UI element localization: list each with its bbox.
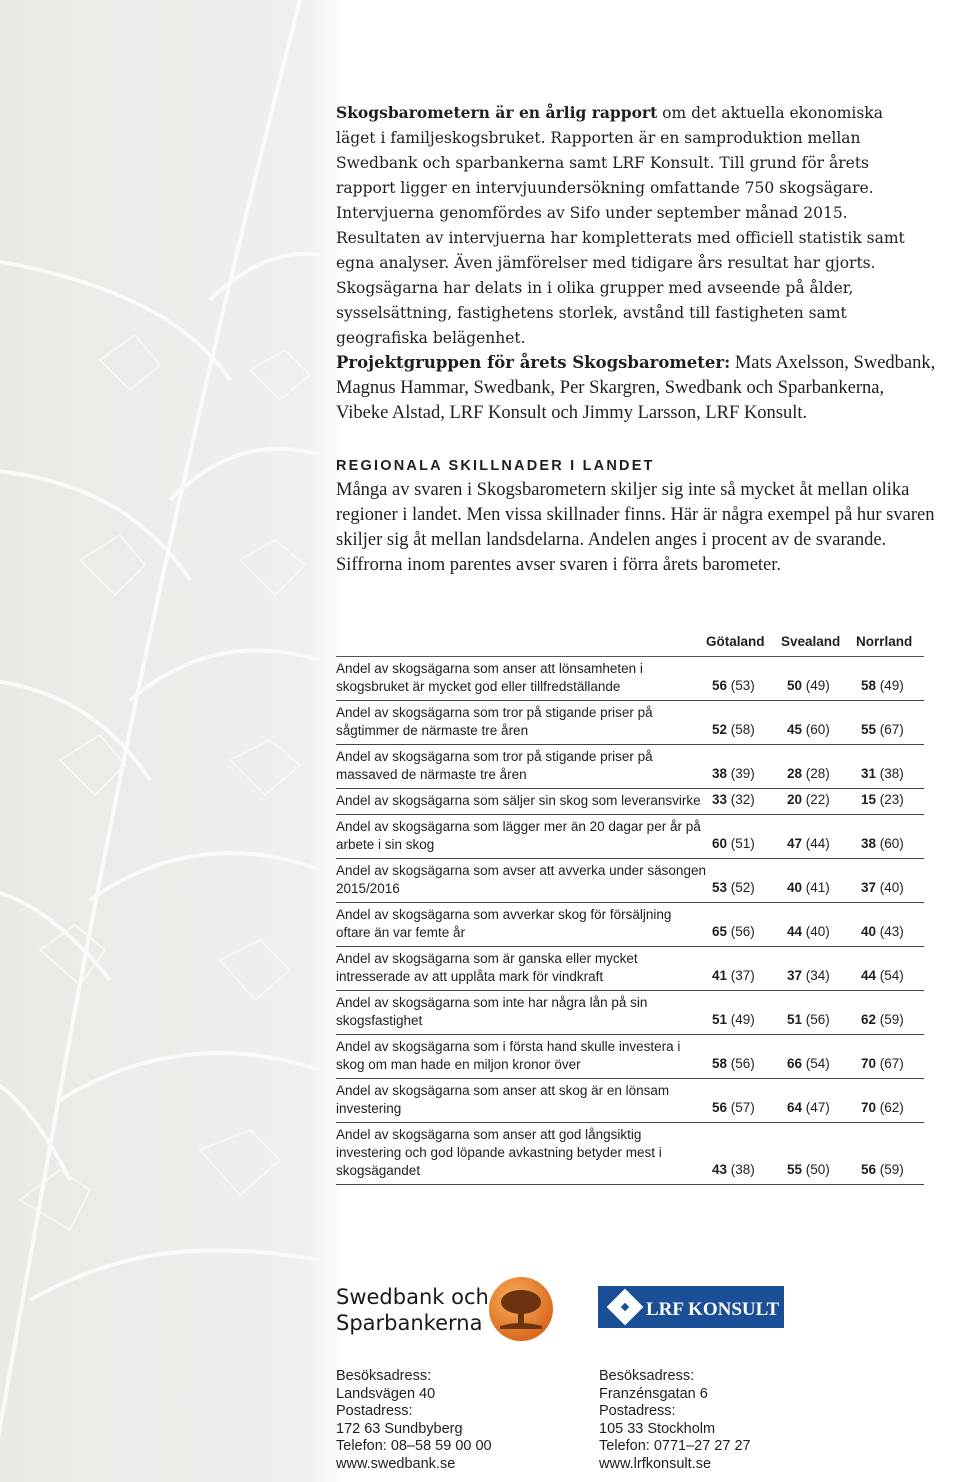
value-cell [712,967,755,985]
row-label: Andel av skogsägarna som inte har några lån på sin skogsfastighet [336,995,648,1028]
previous-year-value: (49) [805,678,830,693]
previous-year-value: (49) [730,1012,755,1027]
table-row [336,701,924,745]
table-body [336,657,924,1185]
current-value: 44 [861,968,877,983]
previous-year-value: (38) [879,766,904,781]
current-value: 37 [861,880,877,895]
current-value: 40 [787,880,803,895]
current-value: 41 [712,968,728,983]
previous-year-value: (56) [730,1056,755,1071]
value-cell [787,1011,830,1029]
previous-year-value: (37) [730,968,755,983]
row-label: Andel av skogsägarna som avser att avverka under säsongen 2015/2016 [336,863,706,896]
previous-year-value: (67) [879,722,904,737]
value-cell [861,923,904,941]
table-row [336,745,924,789]
current-value: 64 [787,1100,803,1115]
value-cell [787,967,830,985]
regional-heading: REGIONALA SKILLNADER I LANDET [336,458,655,474]
row-label: Andel av skogsägarna som tror på stigande priser på sågtimmer de närmaste tre åren [336,705,653,738]
current-value: 55 [787,1162,803,1177]
current-value: 31 [861,766,877,781]
row-label: Andel av skogsägarna som anser att god långsiktig investering och god löpande avkastning betyder mest i skogsägandet [336,1127,662,1178]
value-cell [787,677,830,695]
lrf-logo-text: LRF KONSULT [646,1299,780,1320]
value-cell [861,967,904,985]
column-header-svealand: Svealand [781,634,841,649]
current-value: 20 [787,792,803,807]
previous-year-value: (49) [879,678,904,693]
previous-year-value: (40) [879,880,904,895]
value-cell [861,721,904,739]
row-label: Andel av skogsägarna som avverkar skog för försäljning oftare än var femte år [336,907,672,940]
row-label: Andel av skogsägarna som lägger mer än 20 dagar per år på arbete i sin skog [336,819,701,852]
table-row [336,947,924,991]
current-value: 70 [861,1100,877,1115]
value-cell [861,1099,904,1117]
current-value: 53 [712,880,728,895]
table-header [336,630,924,657]
previous-year-value: (56) [805,1012,830,1027]
value-cell [787,1099,830,1117]
value-cell [861,765,904,783]
previous-year-value: (56) [730,924,755,939]
address-label: Postadress: [336,1403,413,1420]
current-value: 51 [712,1012,728,1027]
current-value: 70 [861,1056,877,1071]
value-cell [861,1161,904,1179]
table-row [336,789,924,815]
swedbank-oak-icon [488,1276,554,1342]
previous-year-value: (38) [730,1162,755,1177]
current-value: 51 [787,1012,803,1027]
regional-table [336,630,924,1185]
current-value: 28 [787,766,803,781]
value-cell [712,1099,755,1117]
previous-year-value: (50) [805,1162,830,1177]
previous-year-value: (60) [879,836,904,851]
current-value: 58 [861,678,877,693]
current-value: 58 [712,1056,728,1071]
lrf-konsult-address [599,1368,751,1474]
current-value: 40 [861,924,877,939]
table-row [336,1035,924,1079]
swedbank-logo-line1: Swedbank och [336,1285,489,1309]
value-cell [861,1055,904,1073]
value-cell [787,791,830,809]
current-value: 15 [861,792,877,807]
project-bold-lead: Projektgruppen för årets Skogsbarometer: [336,353,731,372]
previous-year-value: (41) [805,880,830,895]
value-cell [861,791,904,809]
intro-paragraph [336,100,926,351]
table-row [336,1123,924,1185]
current-value: 65 [712,924,728,939]
current-value: 62 [861,1012,877,1027]
column-header-norrland: Norrland [856,634,913,649]
address-street: Franzénsgatan 6 [599,1385,708,1402]
previous-year-value: (47) [805,1100,830,1115]
previous-year-value: (34) [805,968,830,983]
row-label: Andel av skogsägarna som säljer sin skog som leveransvirke [336,793,701,808]
current-value: 44 [787,924,803,939]
table-row [336,1079,924,1123]
address-label: Besöksadress: [599,1368,695,1384]
value-cell [712,1055,755,1073]
address-postal: 105 33 Stockholm [599,1420,716,1437]
value-cell [787,1055,830,1073]
previous-year-value: (40) [805,924,830,939]
value-cell [712,765,755,783]
previous-year-value: (51) [730,836,755,851]
value-cell [712,721,755,739]
value-cell [712,1161,755,1179]
value-cell [712,923,755,941]
intro-text: om det aktuella ekonomiska läget i familjeskogsbruket. Rapporten är en samproduktion mellan Swedbank och sparbankerna samt LRF Konsult. Till grund för årets rapport ligger en intervjuundersökning omfattande 750 skogsägare. Intervjuerna genomfördes av Sifo under september månad 2015. Resultaten av intervjuerna har kompletterats med officiell statistik samt egna analyser. Även jämförelser med tidigare års resultat har gjorts. Skogsägarna har delats in i olika grupper med avseende på ålder, sysselsättning, fastighetens storlek, avstånd till fastigheten samt geografiska belägenhet. [336,104,905,347]
current-value: 38 [861,836,877,851]
intro-bold-lead: Skogsbarometern är en årlig rapport [336,103,658,122]
swedbank-address [336,1368,492,1474]
value-cell [712,791,755,809]
previous-year-value: (62) [879,1100,904,1115]
current-value: 45 [787,722,803,737]
value-cell [787,765,830,783]
table-row [336,991,924,1035]
address-label: Besöksadress: [336,1368,432,1384]
row-label: Andel av skogsägarna som i första hand skulle investera i skog om man hade en miljon kronor över [336,1039,681,1072]
value-cell [712,1011,755,1029]
previous-year-value: (54) [805,1056,830,1071]
project-group-paragraph [336,350,936,426]
address-phone: Telefon: 0771–27 27 27 [599,1438,751,1455]
table-row [336,903,924,947]
table-row [336,657,924,701]
previous-year-value: (22) [805,792,830,807]
previous-year-value: (67) [879,1056,904,1071]
value-cell [861,677,904,695]
current-value: 60 [712,836,728,851]
current-value: 37 [787,968,803,983]
column-header-gotaland: Götaland [706,634,765,649]
previous-year-value: (44) [805,836,830,851]
current-value: 47 [787,836,803,851]
value-cell [787,1161,830,1179]
current-value: 38 [712,766,728,781]
previous-year-value: (32) [730,792,755,807]
previous-year-value: (59) [879,1012,904,1027]
address-label: Postadress: [599,1403,676,1420]
swedbank-logo-line2: Sparbankerna [336,1311,483,1335]
value-cell [787,721,830,739]
previous-year-value: (52) [730,880,755,895]
current-value: 66 [787,1056,803,1071]
value-cell [787,879,830,897]
value-cell [787,923,830,941]
address-website-link[interactable]: www.lrfkonsult.se [599,1455,712,1472]
value-cell [787,835,830,853]
value-cell [861,1011,904,1029]
value-cell [861,879,904,897]
row-label: Andel av skogsägarna som tror på stigande priser på massaved de närmaste tre åren [336,749,653,782]
value-cell [712,835,755,853]
value-cell [861,835,904,853]
address-phone: Telefon: 08–58 59 00 00 [336,1438,492,1455]
table-row [336,859,924,903]
row-label: Andel av skogsägarna som är ganska eller mycket intresserade av att upplåta mark för vindkraft [336,951,638,984]
table-row [336,815,924,859]
current-value: 33 [712,792,728,807]
current-value: 52 [712,722,728,737]
current-value: 56 [712,1100,728,1115]
previous-year-value: (53) [730,678,755,693]
address-street: Landsvägen 40 [336,1385,436,1402]
current-value: 56 [712,678,728,693]
row-label: Andel av skogsägarna som anser att lönsamheten i skogsbruket är mycket god eller tillfredställande [336,661,643,694]
previous-year-value: (28) [805,766,830,781]
address-website-link[interactable]: www.swedbank.se [336,1455,456,1472]
previous-year-value: (23) [879,792,904,807]
row-label: Andel av skogsägarna som anser att skog är en lönsam investering [336,1083,670,1116]
swedbank-sparbankerna-logo [336,1284,489,1336]
current-value: 55 [861,722,877,737]
previous-year-value: (54) [879,968,904,983]
lrf-konsult-logo [598,1286,784,1328]
previous-year-value: (59) [879,1162,904,1177]
current-value: 50 [787,678,803,693]
previous-year-value: (39) [730,766,755,781]
value-cell [712,879,755,897]
value-cell [712,677,755,695]
current-value: 43 [712,1162,728,1177]
previous-year-value: (60) [805,722,830,737]
previous-year-value: (57) [730,1100,755,1115]
project-text: Mats Axelsson, Swedbank, Magnus Hammar, Swedbank, Per Skargren, Swedbank och Sparbankerna, Vibeke Alstad, LRF Konsult och Jimmy Larsson, LRF Konsult. [336,353,936,423]
regional-paragraph: Många av svaren i Skogsbarometern skiljer sig inte så mycket åt mellan olika regioner i landet. Men vissa skillnader finns. Här är några exempel på hur svaren skiljer sig åt mellan landsdelarna. Andelen anges i procent av de svarande. Siffrorna inom parentes avser svaren i förra årets barometer. [336,480,935,575]
address-postal: 172 63 Sundbyberg [336,1420,463,1437]
previous-year-value: (58) [730,722,755,737]
current-value: 56 [861,1162,877,1177]
previous-year-value: (43) [879,924,904,939]
